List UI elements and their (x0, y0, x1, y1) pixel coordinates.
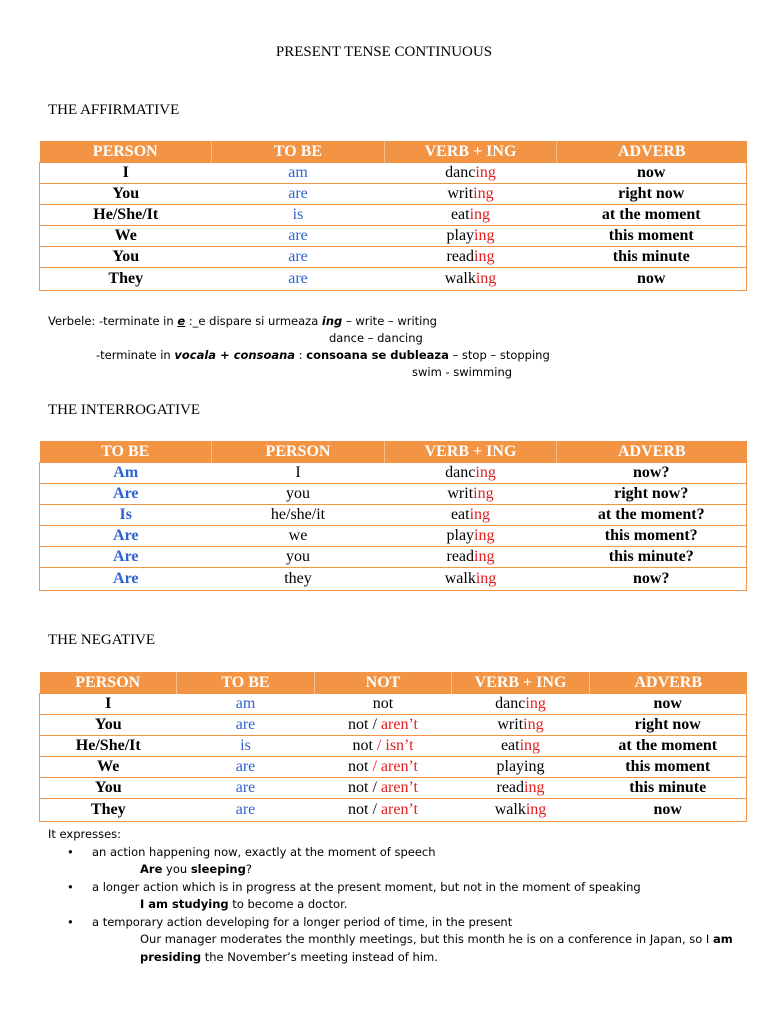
header-not: NOT (315, 672, 452, 694)
rule-line-2: dance – dancing (329, 331, 423, 345)
table-row (40, 757, 747, 778)
table-row (40, 799, 747, 822)
verb-ing-suffix: ing (524, 779, 545, 796)
not-short: aren’t (380, 779, 418, 796)
cell-to-be: Are (40, 484, 212, 505)
verb-ing-suffix: ing (475, 164, 496, 181)
rule-double: consoana se dubleaza (306, 348, 449, 362)
usage-text: an action happening now, exactly at the moment of speech (92, 844, 436, 859)
verb-stem: play (446, 227, 475, 244)
cell-verb (385, 505, 557, 526)
verb-stem: playing (496, 758, 545, 775)
verb-stem: danc (445, 164, 476, 181)
usage-bullet (48, 879, 748, 897)
example-part: you (162, 862, 191, 876)
not-short: / isn’t (376, 737, 414, 754)
cell-person: you (212, 547, 385, 568)
cell-to-be: are (212, 184, 385, 205)
verb-stem: walk (444, 270, 476, 287)
header-verb-ing: VERB + ING (385, 141, 557, 163)
affirmative-table (39, 141, 747, 291)
cell-to-be: Are (40, 568, 212, 591)
verb-stem: writ (447, 485, 474, 502)
cell-not (315, 715, 452, 736)
cell-person: We (40, 757, 177, 778)
example-part: am presiding (140, 932, 733, 964)
cell-verb (452, 736, 590, 757)
cell-not (315, 736, 452, 757)
cell-person: They (40, 268, 212, 291)
cell-not (315, 778, 452, 799)
cell-adverb: right now (590, 715, 747, 736)
verb-stem: eat (450, 506, 470, 523)
rule-text: – write – writing (342, 314, 437, 328)
cell-to-be: Are (40, 526, 212, 547)
cell-person: I (40, 694, 177, 715)
cell-adverb: this minute? (557, 547, 747, 568)
verb-stem: play (446, 527, 475, 544)
cell-verb (385, 247, 557, 268)
cell-to-be: are (212, 247, 385, 268)
cell-adverb: this moment (590, 757, 747, 778)
not-word: not / (348, 716, 381, 733)
cell-adverb: this moment (557, 226, 747, 247)
cell-to-be: Are (40, 547, 212, 568)
table-row (40, 484, 747, 505)
negative-table (39, 672, 747, 822)
cell-to-be: is (212, 205, 385, 226)
header-verb-ing: VERB + ING (385, 441, 557, 463)
cell-person: They (40, 799, 177, 822)
verb-ing-suffix: ing (473, 485, 494, 502)
header-person: PERSON (40, 672, 177, 694)
rule-e: e (177, 314, 186, 328)
header-adverb: ADVERB (590, 672, 747, 694)
cell-person: you (212, 484, 385, 505)
interrogative-heading: THE INTERROGATIVE (48, 402, 201, 418)
cell-person: He/She/It (40, 736, 177, 757)
cell-adverb: now (590, 799, 747, 822)
cell-verb (385, 184, 557, 205)
rule-text: : (295, 348, 307, 362)
example-part: Are (140, 862, 163, 876)
cell-to-be: are (177, 799, 315, 822)
not-word: not / (348, 779, 381, 796)
cell-verb (452, 778, 590, 799)
verb-stem: read (496, 779, 525, 796)
header-to-be: TO BE (212, 141, 385, 163)
header-to-be: TO BE (40, 441, 212, 463)
cell-to-be: am (177, 694, 315, 715)
not-short: / aren’t (372, 758, 418, 775)
cell-adverb: now? (557, 568, 747, 591)
table-row (40, 526, 747, 547)
header-to-be: TO BE (177, 672, 315, 694)
header-person: PERSON (40, 141, 212, 163)
verb-ing-suffix: ing (474, 548, 495, 565)
cell-not (315, 757, 452, 778)
not-short: aren’t (380, 716, 418, 733)
verb-ing-suffix: ing (475, 570, 497, 587)
cell-person: I (212, 463, 385, 484)
cell-person: he/she/it (212, 505, 385, 526)
cell-verb (385, 163, 557, 184)
cell-person: You (40, 247, 212, 268)
table-row (40, 736, 747, 757)
rule-text: – stop – stopping (448, 348, 550, 362)
table-row (40, 694, 747, 715)
table-row (40, 205, 747, 226)
cell-adverb: this minute (590, 778, 747, 799)
cell-adverb: at the moment (557, 205, 747, 226)
cell-adverb: this minute (557, 247, 747, 268)
affirmative-heading: THE AFFIRMATIVE (48, 102, 180, 118)
table-row (40, 568, 747, 591)
verb-stem: eat (500, 737, 520, 754)
table-row (40, 184, 747, 205)
usage-bullet (48, 844, 748, 862)
cell-person: He/She/It (40, 205, 212, 226)
bullet-icon: • (67, 914, 74, 929)
rule-text: :_e dispare si urmeaza (185, 314, 322, 328)
cell-verb (452, 799, 590, 822)
cell-to-be: are (212, 268, 385, 291)
usage-example (48, 931, 748, 966)
cell-adverb: now (557, 268, 747, 291)
verb-ing-suffix: ing (469, 506, 491, 523)
cell-person: You (40, 184, 212, 205)
cell-verb (385, 568, 557, 591)
cell-verb (385, 205, 557, 226)
not-word: not (348, 758, 373, 775)
verb-ing-suffix: ing (523, 716, 544, 733)
cell-adverb: now (557, 163, 747, 184)
cell-adverb: at the moment (590, 736, 747, 757)
negative-heading: THE NEGATIVE (48, 632, 156, 648)
cell-verb (452, 715, 590, 736)
cell-person: You (40, 715, 177, 736)
cell-verb (385, 226, 557, 247)
verb-ing-suffix: ing (474, 248, 495, 265)
rule-line-4: swim - swimming (412, 365, 513, 379)
rule-line-3 (96, 347, 550, 364)
example-part: Our manager moderates the monthly meetings, but this month he is on a conference in Japan, so I (140, 932, 713, 946)
usage-bullet (48, 914, 748, 932)
not-word: not / (348, 801, 381, 818)
cell-verb (385, 484, 557, 505)
bullet-icon: • (67, 879, 74, 894)
cell-person: we (212, 526, 385, 547)
interrogative-table (39, 441, 747, 591)
cell-to-be: Am (40, 463, 212, 484)
table-row (40, 463, 747, 484)
table-row (40, 268, 747, 291)
rule-ing: ing (321, 314, 343, 328)
cell-verb (385, 547, 557, 568)
cell-verb (452, 757, 590, 778)
cell-adverb: this moment? (557, 526, 747, 547)
verb-ing-suffix: ing (475, 270, 497, 287)
cell-adverb: now? (557, 463, 747, 484)
header-person: PERSON (212, 441, 385, 463)
not-word: not (352, 737, 377, 754)
usage-text: a longer action which is in progress at the present moment, but not in the moment of speaking (92, 879, 641, 894)
usage-text: a temporary action developing for a longer period of time, in the present (92, 914, 513, 929)
cell-to-be: am (212, 163, 385, 184)
header-adverb: ADVERB (557, 141, 747, 163)
cell-adverb: right now? (557, 484, 747, 505)
cell-person: We (40, 226, 212, 247)
verb-stem: walk (494, 801, 526, 818)
header-verb-ing: VERB + ING (452, 672, 590, 694)
example-part: ? (245, 862, 252, 876)
example-part: sleeping (190, 862, 246, 876)
table-row (40, 778, 747, 799)
verb-stem: danc (445, 464, 476, 481)
cell-adverb: now (590, 694, 747, 715)
verb-ing-suffix: ing (475, 464, 496, 481)
cell-person: they (212, 568, 385, 591)
cell-not (315, 694, 452, 715)
table-row (40, 715, 747, 736)
cell-to-be: is (177, 736, 315, 757)
verb-stem: walk (444, 570, 476, 587)
verb-ing-suffix: ing (469, 206, 491, 223)
usage-section (48, 826, 748, 966)
verb-stem: danc (495, 695, 526, 712)
cell-verb (385, 463, 557, 484)
table-row (40, 505, 747, 526)
usage-intro: It expresses: (48, 827, 122, 841)
cell-to-be: are (177, 715, 315, 736)
page-title: PRESENT TENSE CONTINUOUS (275, 44, 493, 60)
cell-to-be: are (212, 226, 385, 247)
cell-adverb: at the moment? (557, 505, 747, 526)
cell-to-be: are (177, 757, 315, 778)
usage-example (48, 861, 748, 879)
table-row (40, 226, 747, 247)
table-row (40, 547, 747, 568)
verb-ing-suffix: ing (519, 737, 541, 754)
verb-stem: read (446, 548, 475, 565)
verb-stem: writ (447, 185, 474, 202)
verb-stem: writ (497, 716, 524, 733)
cell-verb (385, 526, 557, 547)
verb-ing-suffix: ing (525, 695, 546, 712)
cell-not (315, 799, 452, 822)
not-short: aren’t (380, 801, 418, 818)
cell-adverb: right now (557, 184, 747, 205)
cell-verb (385, 268, 557, 291)
verb-stem: read (446, 248, 475, 265)
rule-vowel-consonant: vocala + consoana (174, 348, 296, 362)
usage-example (48, 896, 748, 914)
example-part: to become a doctor. (228, 897, 348, 911)
verb-ing-suffix: ing (525, 801, 547, 818)
rule-text: -terminate in (96, 348, 175, 362)
rule-line-1 (48, 313, 437, 330)
table-row (40, 247, 747, 268)
not-word: not (372, 695, 394, 712)
cell-to-be: are (177, 778, 315, 799)
verb-stem: eat (450, 206, 470, 223)
header-adverb: ADVERB (557, 441, 747, 463)
verb-ing-suffix: ing (473, 185, 494, 202)
verb-ing-suffix: ing (474, 527, 495, 544)
rule-text: Verbele: -terminate in (48, 314, 178, 328)
cell-to-be: Is (40, 505, 212, 526)
example-part: the November’s meeting instead of him. (201, 949, 438, 964)
bullet-icon: • (67, 844, 74, 859)
table-row (40, 163, 747, 184)
example-part: I am studying (140, 897, 229, 911)
verb-ing-suffix: ing (474, 227, 495, 244)
cell-verb (452, 694, 590, 715)
cell-person: You (40, 778, 177, 799)
cell-person: I (40, 163, 212, 184)
